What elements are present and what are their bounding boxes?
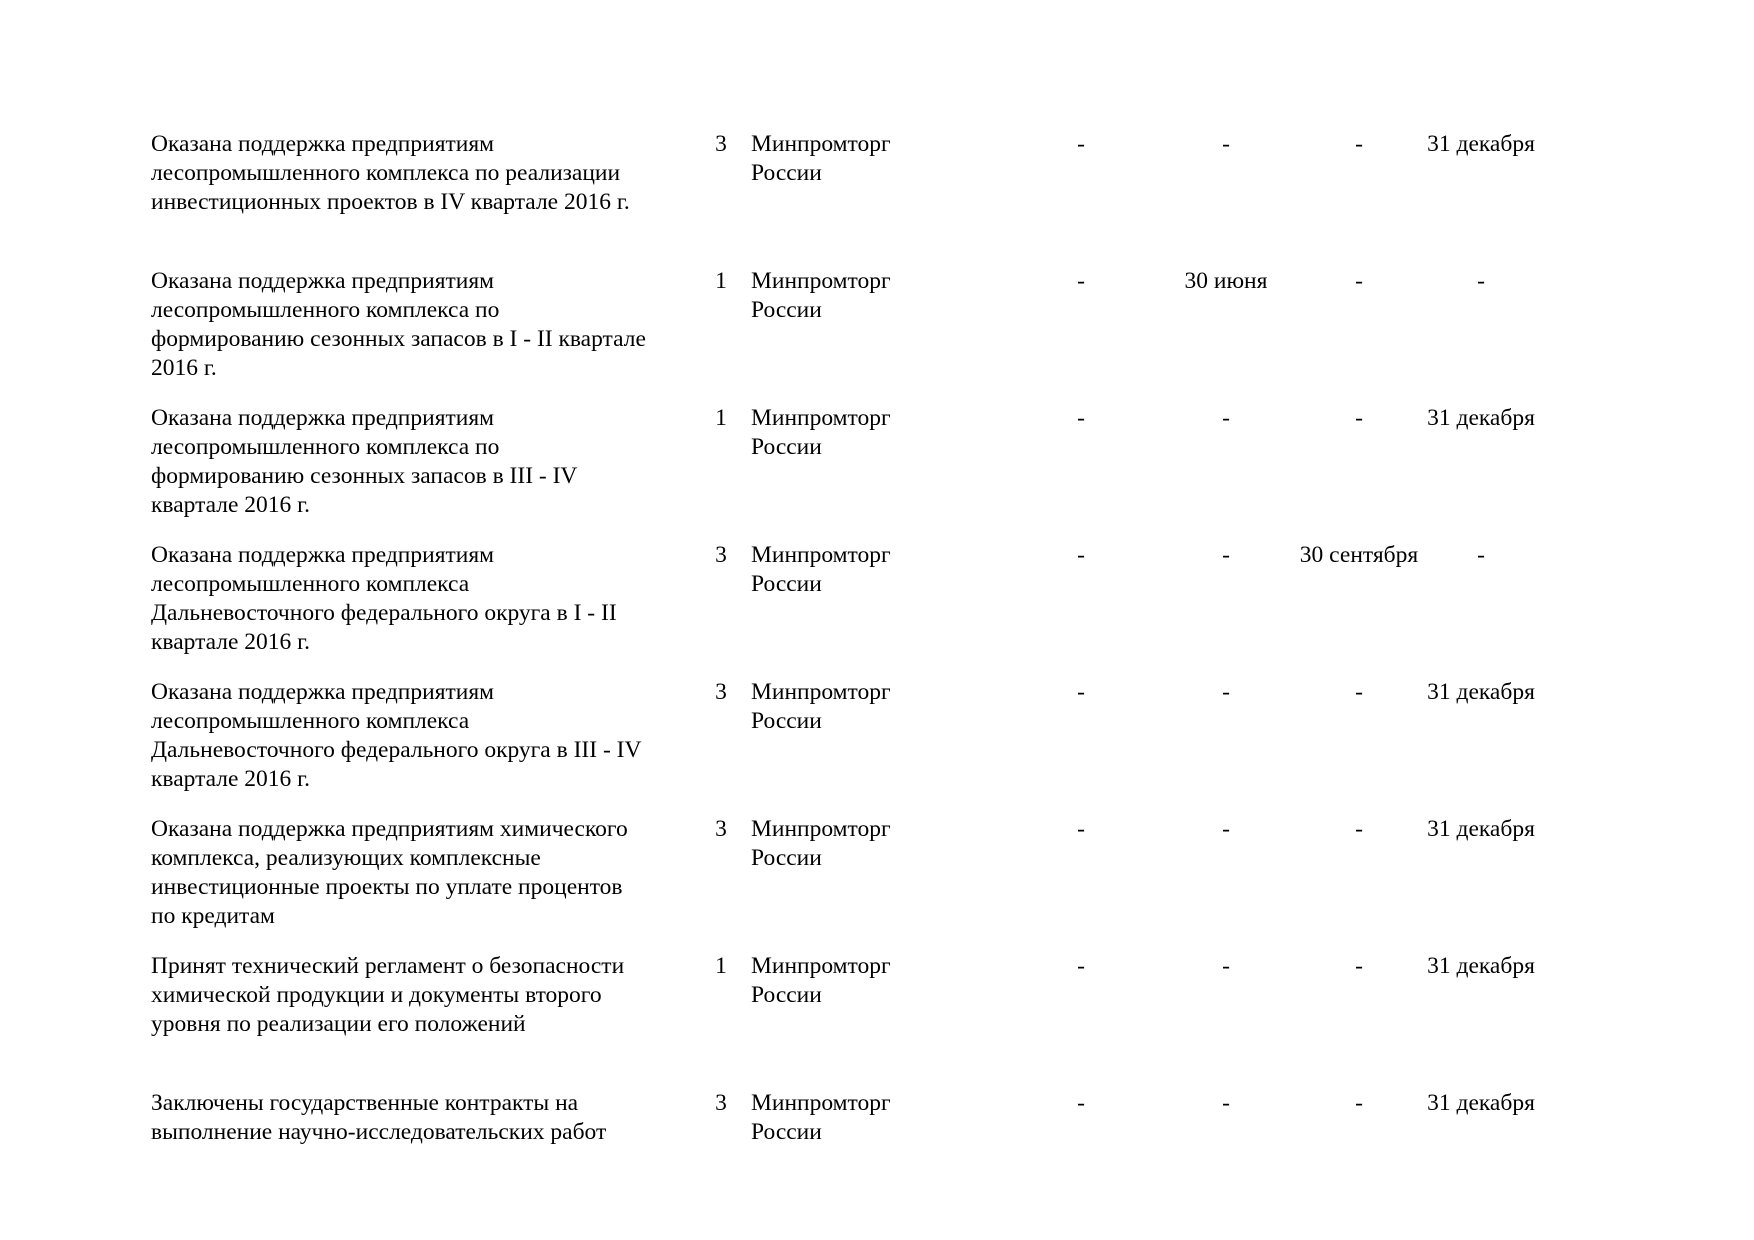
row-number: 1 (715, 953, 727, 979)
row-description: Оказана поддержка предприятиям лесопромышленного комплекса Дальневосточного федерального округа в III - IV квартале 2016 г. (151, 679, 642, 792)
row-q4: - (1477, 542, 1485, 568)
row-q3: - (1355, 679, 1363, 705)
row-number: 3 (715, 679, 727, 705)
row-number: 3 (715, 542, 727, 568)
row-description: Оказана поддержка предприятиям лесопромышленного комплекса по формированию сезонных запасов в I - II квартале 2016 г. (151, 268, 646, 381)
row-q1: - (1077, 131, 1085, 157)
row-q1: - (1077, 268, 1085, 294)
row-q2: - (1222, 542, 1230, 568)
row-q3: - (1355, 953, 1363, 979)
row-description: Оказана поддержка предприятиям химического комплекса, реализующих комплексные инвестиционные проекты по уплате процентов по кредитам (151, 816, 628, 929)
row-organization: Минпромторг России (751, 816, 891, 871)
table-row (151, 678, 1535, 815)
table-row (151, 1089, 1535, 1226)
table-row (151, 815, 1535, 952)
row-q2: - (1222, 1090, 1230, 1116)
row-organization: Минпромторг России (751, 1090, 891, 1145)
row-description: Оказана поддержка предприятиям лесопромышленного комплекса по реализации инвестиционных проектов в IV квартале 2016 г. (151, 131, 630, 215)
row-q1: - (1077, 816, 1085, 842)
row-q2: - (1222, 131, 1230, 157)
row-q4: 31 декабря (1427, 1090, 1535, 1116)
row-number: 1 (715, 268, 727, 294)
row-organization: Минпромторг России (751, 405, 891, 460)
table-row (151, 541, 1491, 678)
table-row (151, 130, 1535, 267)
row-q4: 31 декабря (1427, 679, 1535, 705)
row-number: 3 (715, 131, 727, 157)
row-q1: - (1077, 542, 1085, 568)
row-description: Заключены государственные контракты на выполнение научно-исследовательских работ (151, 1090, 607, 1145)
row-q1: - (1077, 1090, 1085, 1116)
row-q4: - (1477, 268, 1485, 294)
row-q3: - (1355, 131, 1363, 157)
row-q3: - (1355, 1090, 1363, 1116)
row-q3: - (1355, 268, 1363, 294)
row-q3: 30 сентября (1299, 542, 1419, 568)
row-q2: - (1222, 679, 1230, 705)
row-q4: 31 декабря (1427, 816, 1535, 842)
row-q4: 31 декабря (1427, 131, 1535, 157)
events-table (151, 130, 1535, 1226)
row-q1: - (1077, 405, 1085, 431)
row-organization: Минпромторг России (751, 131, 891, 186)
table-row (151, 404, 1535, 541)
row-q1: - (1077, 679, 1085, 705)
row-description: Принят технический регламент о безопасности химической продукции и документы второго уровня по реализации его положений (151, 953, 625, 1037)
row-q4: 31 декабря (1427, 405, 1535, 431)
row-q3: - (1355, 405, 1363, 431)
row-organization: Минпромторг России (751, 542, 891, 597)
row-q4: 31 декабря (1427, 953, 1535, 979)
row-q2: - (1222, 816, 1230, 842)
row-q2: 30 июня (1184, 268, 1268, 294)
row-number: 3 (715, 816, 727, 842)
table-row (151, 267, 1491, 404)
row-number: 3 (715, 1090, 727, 1116)
row-description: Оказана поддержка предприятиям лесопромышленного комплекса Дальневосточного федерального округа в I - II квартале 2016 г. (151, 542, 617, 655)
row-organization: Минпромторг России (751, 268, 891, 323)
row-number: 1 (715, 405, 727, 431)
row-organization: Минпромторг России (751, 679, 891, 734)
row-q2: - (1222, 953, 1230, 979)
table-row (151, 952, 1535, 1089)
row-organization: Минпромторг России (751, 953, 891, 1008)
row-description: Оказана поддержка предприятиям лесопромышленного комплекса по формированию сезонных запасов в III - IV квартале 2016 г. (151, 405, 577, 518)
row-q1: - (1077, 953, 1085, 979)
row-q3: - (1355, 816, 1363, 842)
row-q2: - (1222, 405, 1230, 431)
